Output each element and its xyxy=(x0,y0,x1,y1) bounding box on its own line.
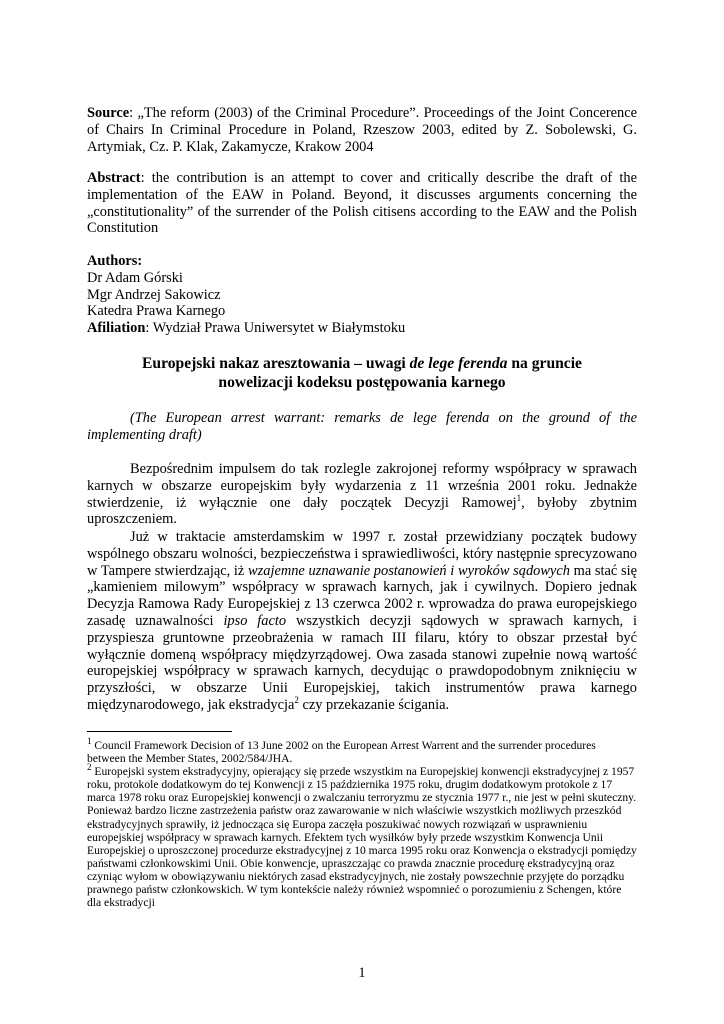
source-text: : „The reform (2003) of the Criminal Procedure”. Proceedings of the Joint Concerence of Chairs In Criminal Procedure in Poland, Rzeszow 2003, edited by Z. Sobolewski, G. Artymiak, Cz. P. Klak, Zakamycze, Krakow 2004 xyxy=(87,105,637,155)
footnote-2 xyxy=(87,762,637,910)
footnote-mark: 2 xyxy=(87,762,92,773)
footnotes xyxy=(87,736,637,910)
source-label: Source xyxy=(87,105,130,121)
paragraph-text: Już w traktacie amsterdamskim w 1997 r. został przewidziany początek budowy wspólnego obszaru wolności, bezpieczeństwa i sprawiedliwości, który następnie sprecyzowano w Tampere stwierdzając, iż xyxy=(87,529,637,579)
author-name: Mgr Andrzej Sakowicz xyxy=(87,286,221,303)
body-paragraph-2 xyxy=(87,529,637,714)
paragraph-italic: ipso facto xyxy=(223,612,287,629)
affiliation-label: Afiliation xyxy=(87,320,146,337)
affiliation-text: : Wydział Prawa Uniwersytet w Białymstoku xyxy=(145,320,406,337)
article-title xyxy=(87,354,637,392)
title-line-2: nowelizacji kodeksu postępowania karnego xyxy=(218,374,506,391)
authors-heading: Authors: xyxy=(87,253,143,269)
page-number: 1 xyxy=(358,965,366,981)
footnote-reference[interactable]: 2 xyxy=(294,695,299,706)
paragraph-text: czy przekazanie ścigania. xyxy=(298,696,450,713)
author-name: Dr Adam Górski xyxy=(87,269,183,286)
subtitle-text: (The European arrest warrant: remarks de lege ferenda on the ground of the implementing draft) xyxy=(87,410,637,443)
footnote-separator xyxy=(87,731,232,732)
paragraph-text: , byłoby zbytnim uproszczeniem. xyxy=(87,494,637,528)
title-part: Europejski nakaz aresztowania – uwagi xyxy=(142,355,410,372)
abstract-paragraph xyxy=(87,170,637,237)
department-name: Katedra Prawa Karnego xyxy=(87,303,226,320)
paragraph-text: wszystkich decyzji sądowych w sprawach karnych, i przyspiesza gruntowne przeobrażenia w ramach III filaru, który to obszar przestał być wyłącznie domeną współpracy międzyrządowej. Owa zasada stanowi zupełnie nową wartość europejskiej współpracy w sprawach karnych, decydując o prawdopodobnym zniknięciu w przyszłości, w obszarze Unii Europejskiej, takich instrumentów prawa karnego międzynarodowego, jak ekstradycja xyxy=(87,612,637,713)
paragraph-italic: wzajemne uznawanie postanowień i wyroków sądowych xyxy=(248,562,570,579)
title-part: na gruncie xyxy=(507,355,582,372)
footnote-mark: 1 xyxy=(87,736,92,747)
authors-section xyxy=(87,253,637,337)
title-italic-part: de lege ferenda xyxy=(409,355,508,372)
abstract-text: : the contribution is an attempt to cover and critically describe the draft of the implementation of the EAW in Poland. Beyond, it discusses arguments concerning the „constitutionality” of the surrender of the Polish citisens according to the EAW and the Polish Constitution xyxy=(87,170,637,237)
source-paragraph xyxy=(87,105,637,155)
footnote-text: Council Framework Decision of 13 June 2002 on the European Arrest Warrent and the surrender procedures between the Member States, 2002/584/JHA. xyxy=(87,739,596,766)
paragraph-text: ma stać się „kamieniem milowym” współpracy w sprawach karnych, jak i cywilnych. Dopiero jednak Decyzja Ramowa Rady Europejskiej z 13 czerwca 2002 r. wprowadza do prawa europejskiego zasadę uznawalności xyxy=(87,562,638,629)
footnote-text: Europejski system ekstradycyjny, opierający się przede wszystkim na Europejskiej konwencji ekstradycyjnej z 1957 roku, protokole dodatkowym do tej Konwencji z 15 października 1975 roku, drugim dodatkowym protokole z 17 marca 1978 roku oraz Europejskiej konwencji o zwalczaniu terroryzmu ze stycznia 1977 r., nie jest w pełni skuteczny. Ponieważ bardzo liczne zastrzeżenia państw oraz zawarowanie w nich właściwie wszystkich możliwych przeszkód ekstradycyjnych sprawiły, iż jednocząca się Europa zaczęła poszukiwać nowych rozwiązań w usprawnieniu europejskiej współpracy w sprawach karnych. Efektem tych wysiłków były przede wszystkim Konwencja Unii Europejskiej o uproszczonej procedurze ekstradycyjnej z 10 marca 1995 roku oraz Konwencja o ekstradycji pomiędzy państwami członkowskimi Unii. Obie konwencje, upraszczając co prawda znacznie procedurę ekstradycyjną oraz czyniąc wyłom w obowiązywaniu niektórych zasad ekstradycyjnych, nie zostały powszechnie przyjęte do porządku prawnego państw członkowskich. W tym kontekście należy również wspomnieć o porozumieniu z Schengen, które dla ekstradycji xyxy=(87,765,637,910)
article-subtitle xyxy=(87,410,637,444)
body-paragraph-1 xyxy=(87,461,637,528)
footnote-1 xyxy=(87,736,637,766)
abstract-label: Abstract xyxy=(87,170,141,186)
footnote-reference[interactable]: 1 xyxy=(516,492,522,503)
paragraph-text: Bezpośrednim impulsem do tak rozlegle zakrojonej reformy współpracy w sprawach karnych w obszarze europejskim były wydarzenia z 11 września 2001 roku. Jednakże stwierdzenie, iż wyłącznie one dały początek Decyzji Ramowej xyxy=(87,461,637,511)
